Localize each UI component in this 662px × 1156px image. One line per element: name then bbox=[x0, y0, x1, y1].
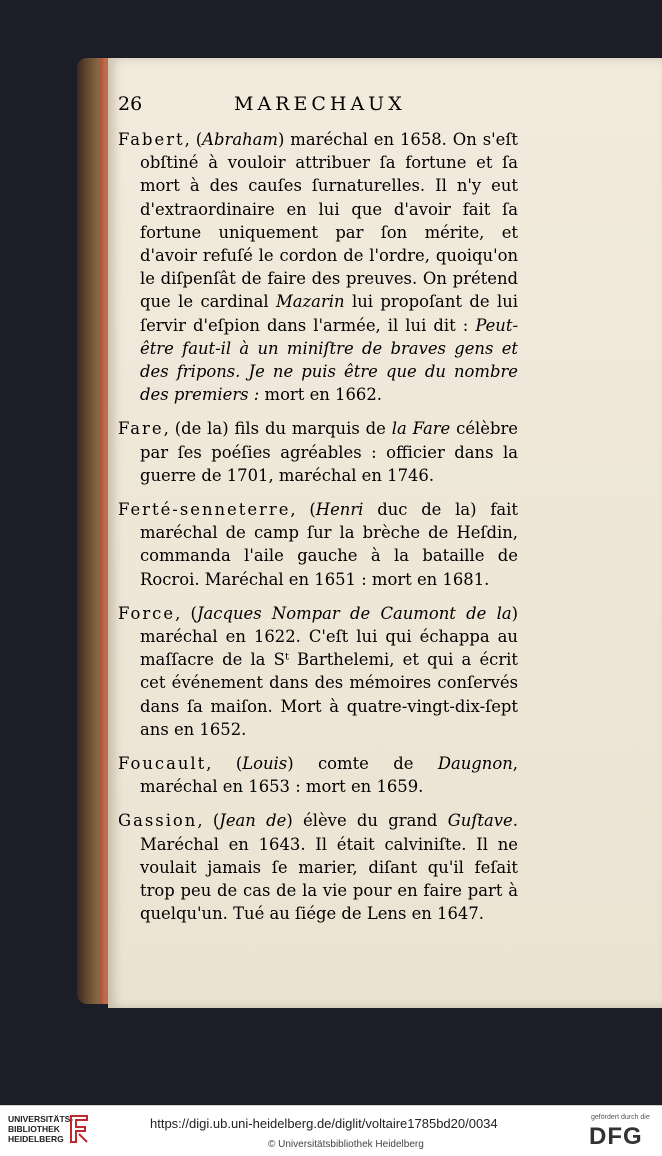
italic-text: Henri bbox=[315, 500, 364, 520]
entry-text: célèbre par ſes poéſies agréables : officier dans la guerre de 1701, maréchal en 1746. bbox=[140, 419, 518, 485]
library-name: UNIVERSITÄTS- BIBLIOTHEK HEIDELBERG bbox=[8, 1114, 74, 1144]
entry-text: ) comte de bbox=[287, 754, 438, 774]
entry-text: . Maréchal en 1643. Il était calviniſte. Il ne voulait jamais ſe marier, diſant qu'il feſait trop peu de cas de la vie pour en faire part à quelqu'un. Tué au ſiége de Lens en 1647. bbox=[140, 811, 518, 924]
running-header bbox=[118, 93, 638, 123]
entry-text: , ( bbox=[184, 130, 203, 149]
entry bbox=[118, 498, 518, 591]
italic-text: Daugnon bbox=[437, 754, 513, 774]
entry-text: lui propoſant de lui ſervir d'eſpion dans l'armée, il lui dit : bbox=[140, 292, 518, 335]
entry-name: Fare bbox=[118, 419, 164, 439]
italic-text: Guſtave bbox=[447, 811, 513, 831]
entry bbox=[118, 809, 518, 925]
entry bbox=[118, 417, 518, 487]
permalink-url[interactable]: https://digi.ub.uni-heidelberg.de/diglit/voltaire1785bd20/0034 bbox=[150, 1116, 498, 1131]
entry bbox=[118, 752, 518, 798]
entry-text: ) maréchal en 1622. C'eſt lui qui échappa au maſſacre de la Sᵗ Barthelemi, et qui a écrit cet événement dans des mémoires conſervés dans ſa maiſon. Mort à quatre-vingt-dix-ſept ans en 1652. bbox=[140, 603, 518, 739]
dfg-logo: DFG bbox=[589, 1123, 643, 1150]
entry-text: , ( bbox=[175, 603, 197, 623]
entry-text: ) élève du grand bbox=[286, 811, 448, 831]
italic-text: Jacques Nompar de Caumont de la bbox=[196, 603, 512, 623]
entry-list bbox=[118, 128, 518, 937]
italic-text: la Fare bbox=[391, 419, 451, 439]
entry-name: Gassion bbox=[118, 811, 198, 831]
entry-text: ) maréchal en 1658. On s'eſt obſtiné à vouloir attribuer ſa fortune et ſa mort à des cauſes ſurnaturelles. Il n'y eut d'extraordinaire en lui que d'avoir fait ſa fortune uniquement par ſon mérite, et d'avoir refuſé le cordon de l'ordre, quoiqu'on le diſpenſât de faire des preuves. On prétend que le cardinal bbox=[140, 130, 518, 312]
entry bbox=[118, 128, 518, 406]
library-logo-icon bbox=[68, 1114, 90, 1144]
entry bbox=[118, 602, 518, 741]
italic-text: Abraham bbox=[202, 130, 278, 149]
entry-text: , maréchal en 1653 : mort en 1659. bbox=[140, 754, 518, 797]
funding-note: gefördert durch die bbox=[591, 1114, 650, 1121]
italic-text: Jean de bbox=[219, 811, 287, 831]
entry-text: , (de la) fils du marquis de bbox=[163, 419, 392, 439]
copyright-notice: © Universitätsbibliothek Heidelberg bbox=[268, 1139, 424, 1150]
entry-name: Foucault bbox=[118, 754, 207, 774]
italic-text: Louis bbox=[242, 754, 288, 774]
page-number: 26 bbox=[118, 93, 143, 115]
entry-text: , ( bbox=[197, 811, 220, 831]
entry-text: mort en 1662. bbox=[259, 385, 382, 405]
header-title: MARECHAUX bbox=[234, 93, 406, 115]
entry-name: Fabert bbox=[118, 130, 185, 149]
entry-text: , ( bbox=[206, 754, 243, 774]
entry-name: Force bbox=[118, 603, 176, 623]
entry-name: Ferté-senneterre bbox=[118, 500, 291, 520]
entry-text: duc de la) fait maréchal de camp ſur la brèche de Heſdin, commanda l'aile gauche à la bataille de Rocroi. Maréchal en 1651 : mort en 1681. bbox=[140, 500, 518, 589]
italic-text: Mazarin bbox=[275, 292, 345, 312]
entry-text: , ( bbox=[290, 500, 316, 520]
viewer-footer bbox=[0, 1105, 662, 1156]
italic-text: Peut-être faut-il à un miniſtre de braves gens et des fripons. Je ne puis être que du nombre des premiers : bbox=[140, 315, 518, 405]
